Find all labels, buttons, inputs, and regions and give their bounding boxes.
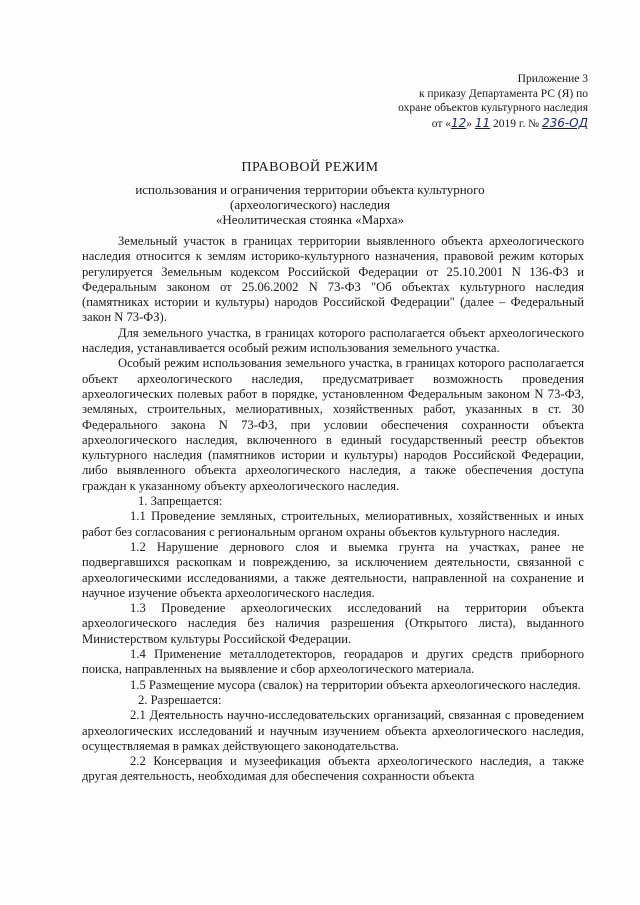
document-title: ПРАВОВОЙ РЕЖИМ <box>241 160 379 175</box>
date-prefix: от « <box>431 117 451 130</box>
prohibited-item-1-3: 1.3 Проведение археологических исследований на территории объекта археологического наследия без наличия разрешения (Открытого листа), выданного Министерством культуры Российской Федерации. <box>82 601 584 646</box>
section-prohibited: 1. Запрещается: <box>138 494 223 509</box>
order-month: 11 <box>474 115 491 130</box>
appendix-label: Приложение 3 <box>517 73 588 85</box>
prohibited-item-1-5: 1.5 Размещение мусора (свалок) на территории объекта археологического наследия. <box>130 677 581 692</box>
allowed-item-2-2: 2.2 Консервация и музеефикация объекта археологического наследия, а также другая деятельность, необходимая для обеспечения сохранности объекта <box>82 754 584 784</box>
date-year: 2019 г. № <box>490 117 540 130</box>
title-block <box>100 160 520 227</box>
appendix-header <box>368 72 588 131</box>
paragraph-land-status: Земельный участок в границах территории выявленного объекта археологического наследия относится к землям историко-культурного назначения, правовой режим которых регулируется Земельным кодексом Российской Федерации от 25.10.2001 N 136-ФЗ и Федеральным законом от 25.06.2002 N 73-ФЗ "Об объектах культурного наследия (памятниках истории и культуры) народов Российской Федерации" (далее – Федеральный закон N 73-ФЗ). <box>82 234 584 325</box>
prohibited-item-1-2: 1.2 Нарушение дернового слоя и выемка грунта на участках, ранее не подвергавшихся раскопкам и повреждению, за исключением деятельности, связанной с археологическими исследованиями, а также деятельности, направленной на сохранение и научное изучение объекта археологического наследия. <box>82 539 584 600</box>
order-day: 12 <box>450 115 467 130</box>
document-body <box>82 234 584 785</box>
order-number: 236-ОД <box>541 115 588 130</box>
paragraph-special-regime: Для земельного участка, в границах которого располагается объект археологического наследия, устанавливается особый режим использования земельного участка. <box>82 325 584 356</box>
subtitle-line-3: «Неолитическая стоянка «Марха» <box>215 212 405 227</box>
prohibited-item-1-1: 1.1 Проведение земляных, строительных, мелиоративных, хозяйственных и иных работ без согласования с региональным органом охраны объектов культурного наследия. <box>82 509 584 539</box>
date-mid: » <box>466 117 475 130</box>
subtitle-line-1: использования и ограничения территории объекта культурного <box>135 182 485 197</box>
order-reference: к приказу Департамента РС (Я) по <box>418 87 588 100</box>
section-allowed: 2. Разрешается: <box>138 692 222 707</box>
prohibited-item-1-4: 1.4 Применение металлодетекторов, георадаров и других средств приборного поиска, направленных на выявление и сбор археологического материала. <box>82 647 584 677</box>
paragraph-regime-details: Особый режим использования земельного участка, в границах которого располагается объект археологического наследия, предусматривает возможность проведения археологических полевых работ в порядке, установленном Федеральным законом N 73-ФЗ, земляных, строительных, мелиоративных, хозяйственных работ, указанных в ст. 30 Федерального закона N 73-ФЗ, при условии обеспечения сохранности объекта археологического наследия, включенного в единый государственный реестр объектов культурного наследия (памятников истории и культуры) народов Российской Федерации, либо выявленного объекта археологического наследия, а также обеспечения доступа граждан к указанному объекту археологического наследия. <box>82 356 584 493</box>
subtitle-line-2: (археологического) наследия <box>230 197 390 212</box>
order-date-line <box>368 116 588 132</box>
order-reference-cont: охране объектов культурного наследия <box>398 102 588 114</box>
allowed-item-2-1: 2.1 Деятельность научно-исследовательских организаций, связанная с проведением археологических исследований и научным изучением объекта археологического наследия, осуществляемая в рамках действующего законодательства. <box>82 708 584 753</box>
